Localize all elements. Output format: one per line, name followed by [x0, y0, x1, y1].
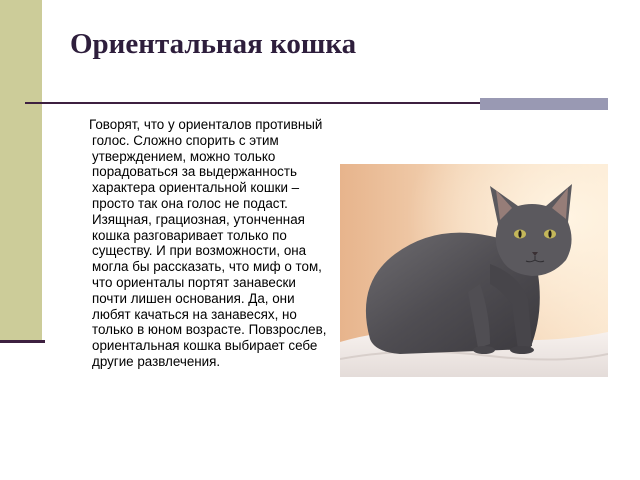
cat-photo-illustration [340, 164, 608, 377]
slide-body-text: Говорят, что у ориенталов противный голос. Сложно спорить с этим утверждением, можно только порадоваться за выдержанность характера ориентальной кошки – просто так она голос не подаст. Изящная, грациозная, утонченная кошка разговаривает только по существу. И при возможности, она могла бы рассказать, что миф о том, что ориенталы портят занавески почти лишен основания. Да, они любят качаться на занавесях, но только в юном возрасте. Повзрослев, ориентальная кошка выбирает себе другие развлечения. [89, 117, 327, 369]
decorative-side-bar [0, 0, 42, 341]
slide-title: Ориентальная кошка [70, 28, 357, 60]
cat-photo [340, 164, 608, 377]
title-divider-block [480, 98, 608, 110]
side-rule-accent [0, 340, 45, 343]
